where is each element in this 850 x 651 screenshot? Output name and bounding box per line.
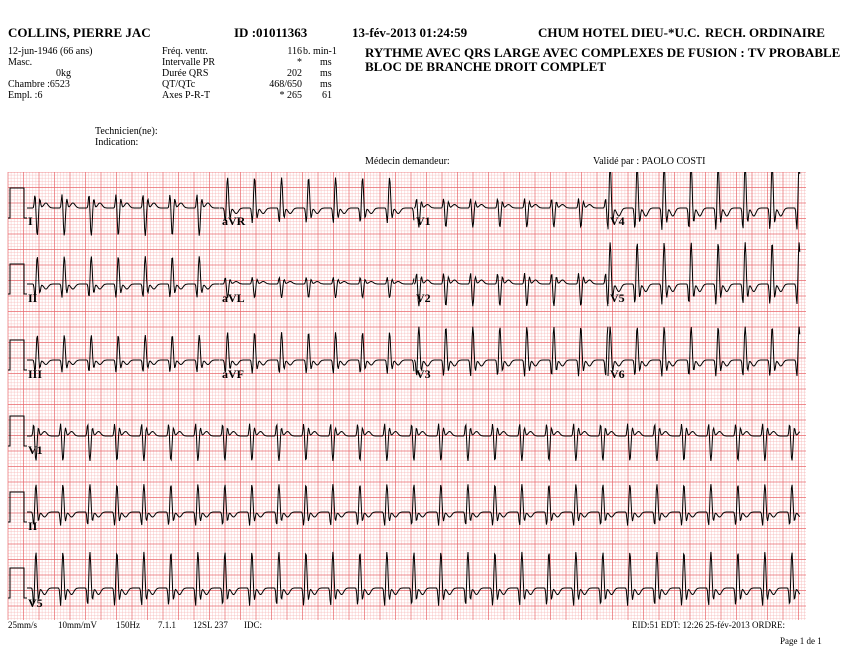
measurement-label: Intervalle PR	[162, 57, 216, 68]
lead-label-V6: V6	[610, 367, 625, 381]
lead-label-aVF: aVF	[222, 367, 244, 381]
device: 12SL 237	[193, 620, 228, 630]
measurement-value: * 265	[279, 90, 302, 101]
lead-V4-trace	[608, 172, 800, 230]
lead-V3-trace	[414, 327, 608, 377]
measurement-label: Fréq. ventr.	[162, 46, 208, 57]
lead-label-aVL: aVL	[222, 291, 245, 305]
lead-label-V4: V4	[610, 214, 625, 228]
software-version: 7.1.1	[158, 620, 176, 630]
eid-edt: EID:51 EDT: 12:26 25-fév-2013 ORDRE:	[632, 620, 786, 630]
lead-II-trace	[27, 256, 220, 297]
patient-location: Empl. :6	[8, 90, 43, 101]
lead-label-V2: V2	[416, 291, 431, 305]
lead-label-I: I	[28, 214, 33, 228]
measurement-value: 202	[287, 68, 302, 79]
patient-name: COLLINS, PIERRE JAC	[8, 25, 151, 40]
patient-sex: Masc.	[8, 57, 33, 68]
rhythm-label-II: II	[28, 519, 38, 533]
measurement-labels	[162, 46, 215, 101]
technician-label: Technicien(ne):	[95, 126, 158, 137]
lead-label-II: II	[28, 291, 38, 305]
validated-by: Validé par : PAOLO COSTI	[593, 156, 706, 167]
measurement-label: Durée QRS	[162, 68, 209, 79]
idc: IDC:	[244, 620, 262, 630]
paper-speed: 25mm/s	[8, 620, 38, 630]
measurement-unit: b. min-1	[303, 46, 337, 57]
grid-major-lines	[8, 172, 806, 620]
recording-datetime: 13-fév-2013 01:24:59	[352, 25, 468, 40]
patient-id: ID :01011363	[234, 25, 308, 40]
measurement-label: Axes P-R-T	[162, 90, 211, 101]
ecg-paper	[0, 172, 850, 620]
lead-label-aVR: aVR	[222, 214, 246, 228]
measurement-value: 468/650	[269, 79, 302, 90]
calibration-pulse	[8, 264, 27, 294]
patient-dob: 12-jun-1946 (66 ans)	[8, 46, 93, 57]
lead-V6-trace	[608, 327, 800, 377]
measurement-label: QT/QTc	[162, 79, 196, 90]
lead-III-trace	[27, 335, 220, 372]
lead-V5-trace	[608, 242, 800, 304]
page-number: Page 1 de 1	[780, 636, 822, 646]
measurement-unit: 61	[322, 90, 332, 101]
grid-minor-lines	[8, 172, 806, 620]
measurement-values	[250, 46, 302, 101]
interpretation-line-2: BLOC DE BRANCHE DROIT COMPLET	[365, 59, 607, 74]
request-type: RECH. ORDINAIRE	[705, 25, 825, 40]
interpretation-line-1: RYTHME AVEC QRS LARGE AVEC COMPLEXES DE FUSION : TV PROBABLE	[365, 45, 841, 60]
requesting-doctor-label: Médecin demandeur:	[365, 156, 450, 167]
lead-label-III: III	[28, 367, 43, 381]
lead-label-V3: V3	[416, 367, 431, 381]
calibration-pulse	[8, 492, 27, 522]
indication-label: Indication:	[95, 137, 139, 148]
hospital-name: CHUM HOTEL DIEU-*U.C.	[538, 25, 700, 40]
lead-label-V1: V1	[416, 214, 431, 228]
lead-label-V5: V5	[610, 291, 625, 305]
rhythm-label-V5: V5	[28, 596, 43, 610]
patient-info	[8, 46, 92, 101]
gain: 10mm/mV	[58, 620, 98, 630]
rhythm-label-V1: V1	[28, 443, 43, 457]
lead-I-trace	[27, 194, 220, 235]
patient-weight: 0kg	[56, 68, 71, 79]
measurement-unit: ms	[320, 68, 332, 79]
patient-room: Chambre :6523	[8, 79, 70, 90]
measurement-units	[303, 46, 343, 101]
measurement-value: 116	[287, 46, 302, 57]
measurement-unit: ms	[320, 79, 332, 90]
measurement-value: *	[297, 57, 302, 68]
filter: 150Hz	[116, 620, 140, 630]
measurement-unit: ms	[320, 57, 332, 68]
